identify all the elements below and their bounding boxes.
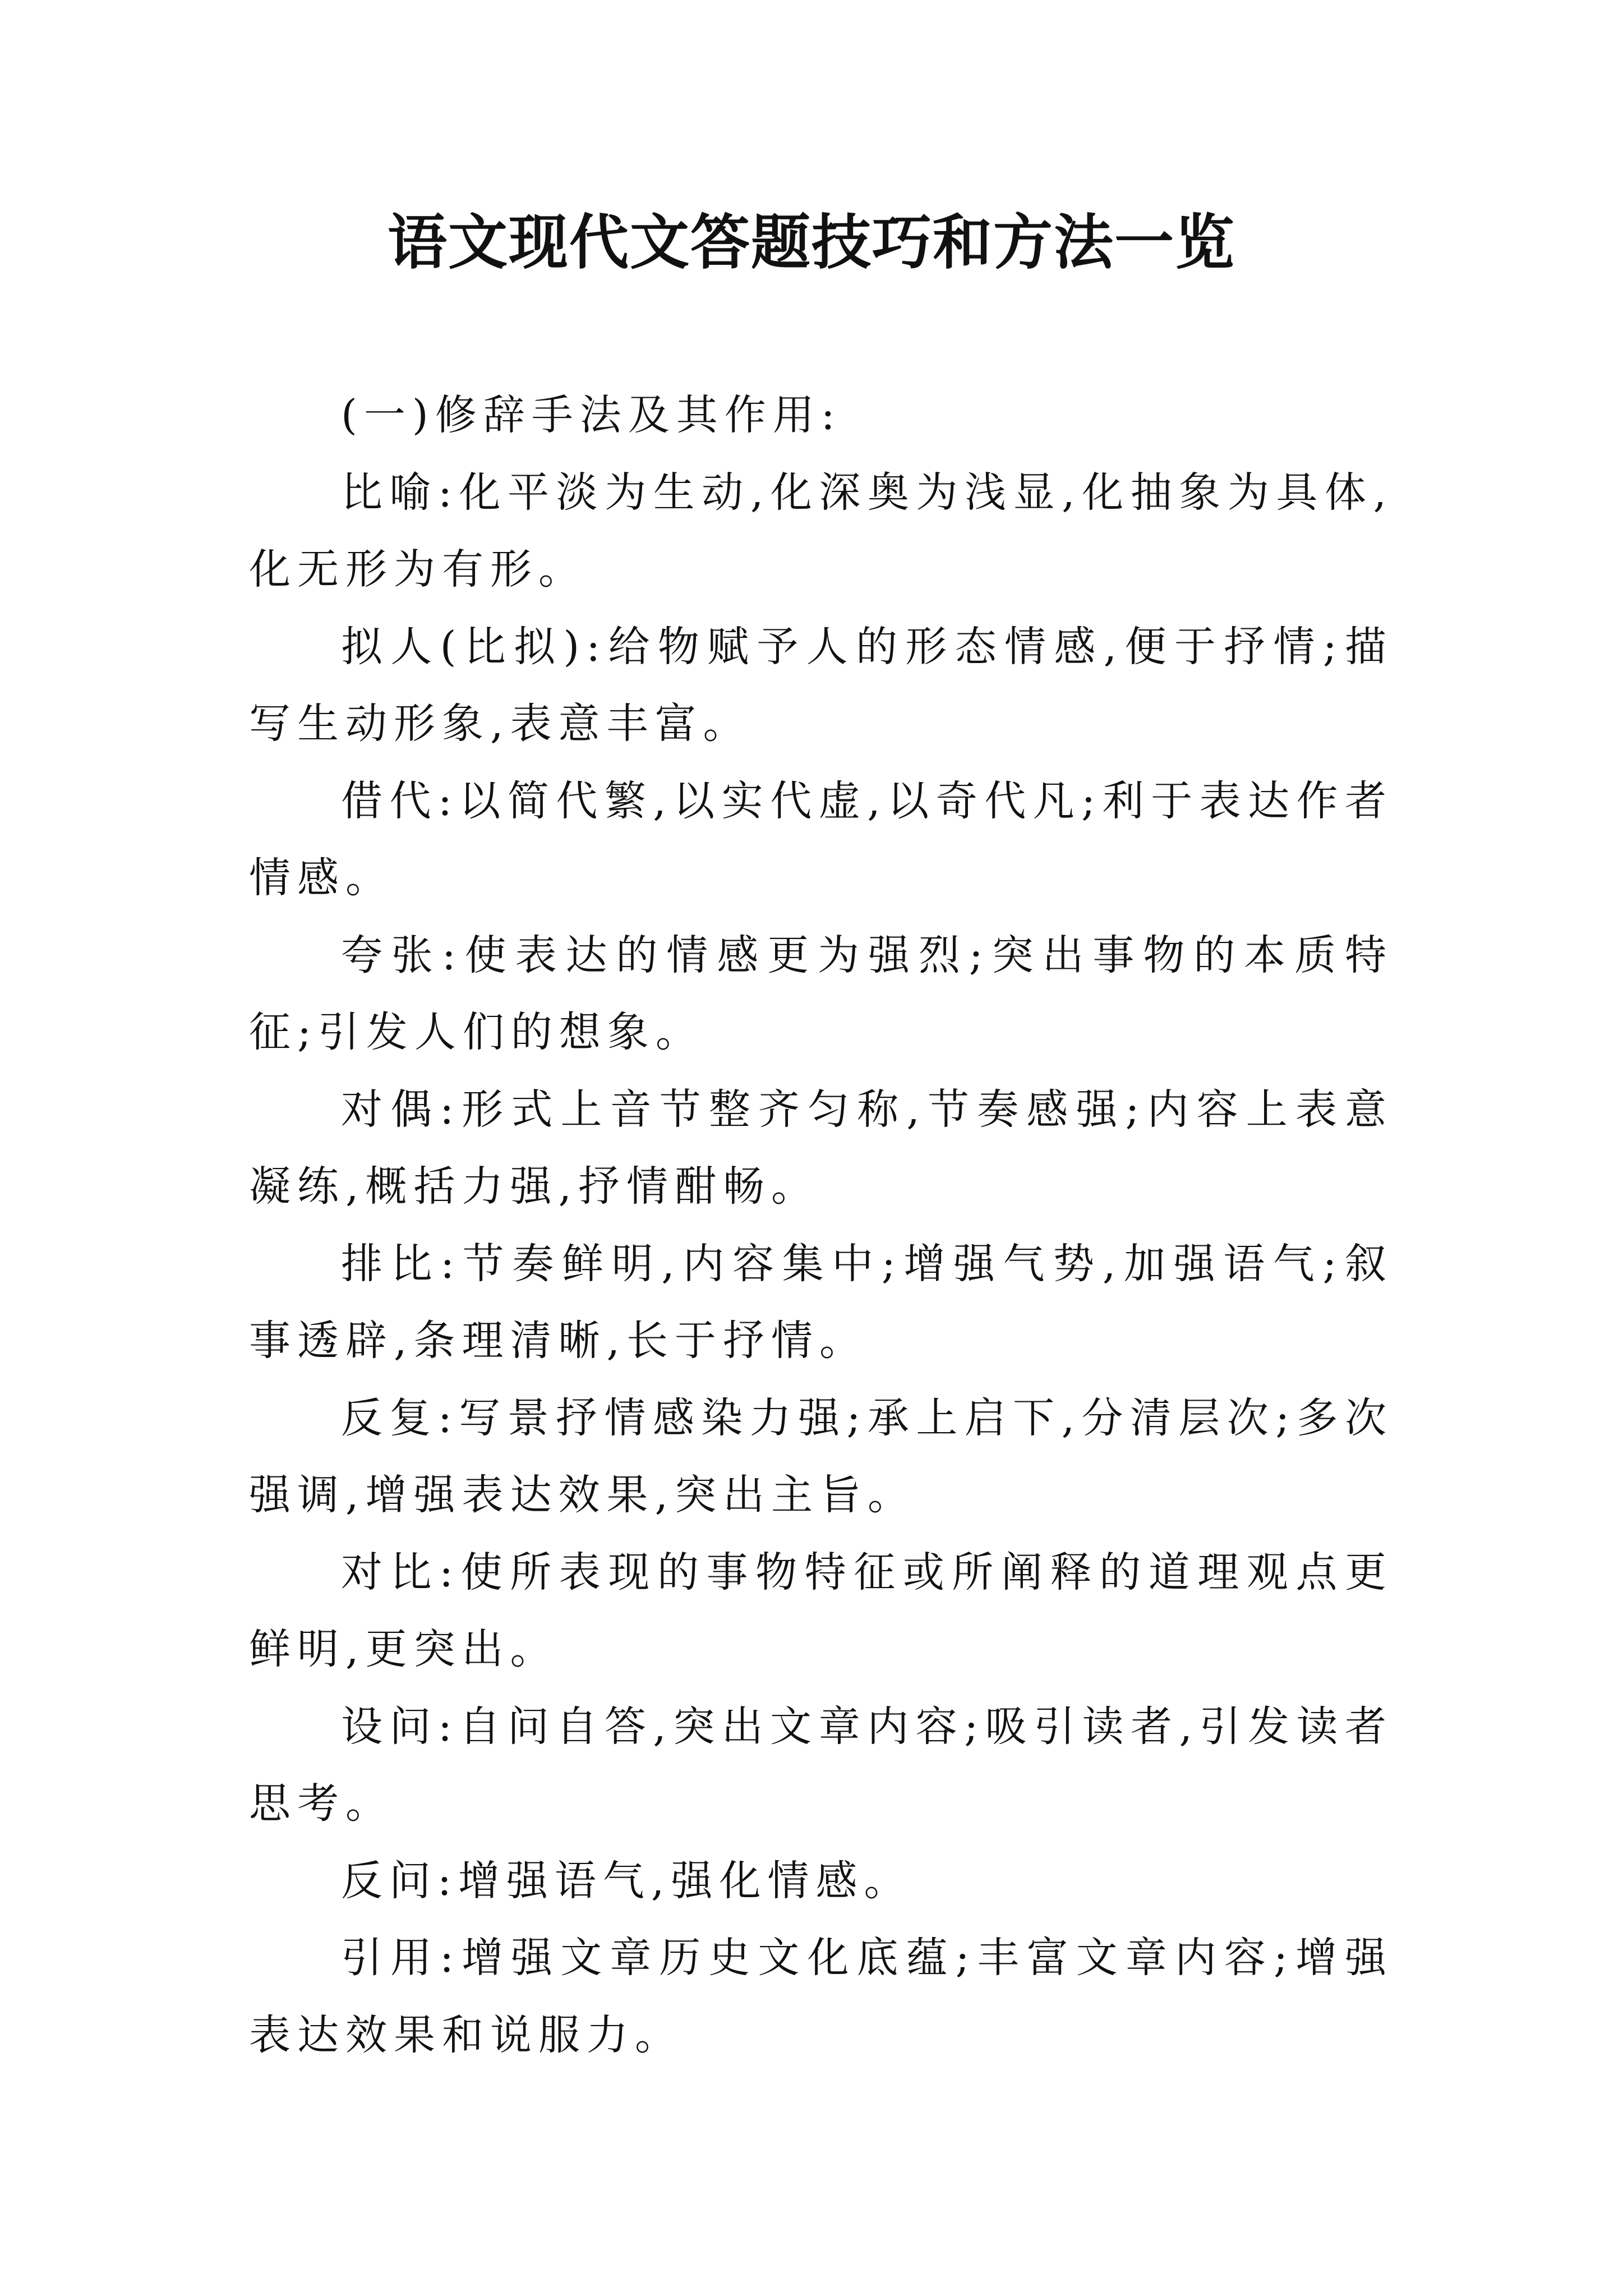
paragraph-rhetorical-question: 设问:自问自答,突出文章内容;吸引读者,引发读者思考。 [249,1702,1393,1828]
paragraph-metonymy: 借代:以简代繁,以实代虚,以奇代凡;利于表达作者情感。 [249,776,1393,902]
section-heading: (一)修辞手法及其作用: [341,391,842,439]
paragraph-antithesis: 对偶:形式上音节整齐匀称,节奏感强;内容上表意凝练,概括力强,抒情酣畅。 [249,1085,1393,1211]
paragraph-personification: 拟人(比拟):给物赋予人的形态情感,便于抒情;描写生动形象,表意丰富。 [249,622,1393,748]
paragraph-contrast: 对比:使所表现的事物特征或所阐释的道理观点更鲜明,更突出。 [249,1548,1393,1673]
paragraph-parallelism: 排比:节奏鲜明,内容集中;增强气势,加强语气;叙事透辟,条理清晰,长于抒情。 [249,1239,1393,1365]
paragraph-hyperbole: 夸张:使表达的情感更为强烈;突出事物的本质特征;引发人们的想象。 [249,931,1393,1056]
paragraph-counter-question: 反问:增强语气,强化情感。 [341,1856,912,1905]
paragraph-repetition: 反复:写景抒情感染力强;承上启下,分清层次;多次强调,增强表达效果,突出主旨。 [249,1393,1393,1519]
document-body [249,377,1393,2074]
paragraph-metaphor: 比喻:化平淡为生动,化深奥为浅显,化抽象为具体,化无形为有形。 [249,468,1393,593]
paragraph-quotation: 引用:增强文章历史文化底蕴;丰富文章内容;增强表达效果和说服力。 [249,1934,1393,2059]
page-title: 语文现代文答题技巧和方法一览 [388,207,1235,277]
